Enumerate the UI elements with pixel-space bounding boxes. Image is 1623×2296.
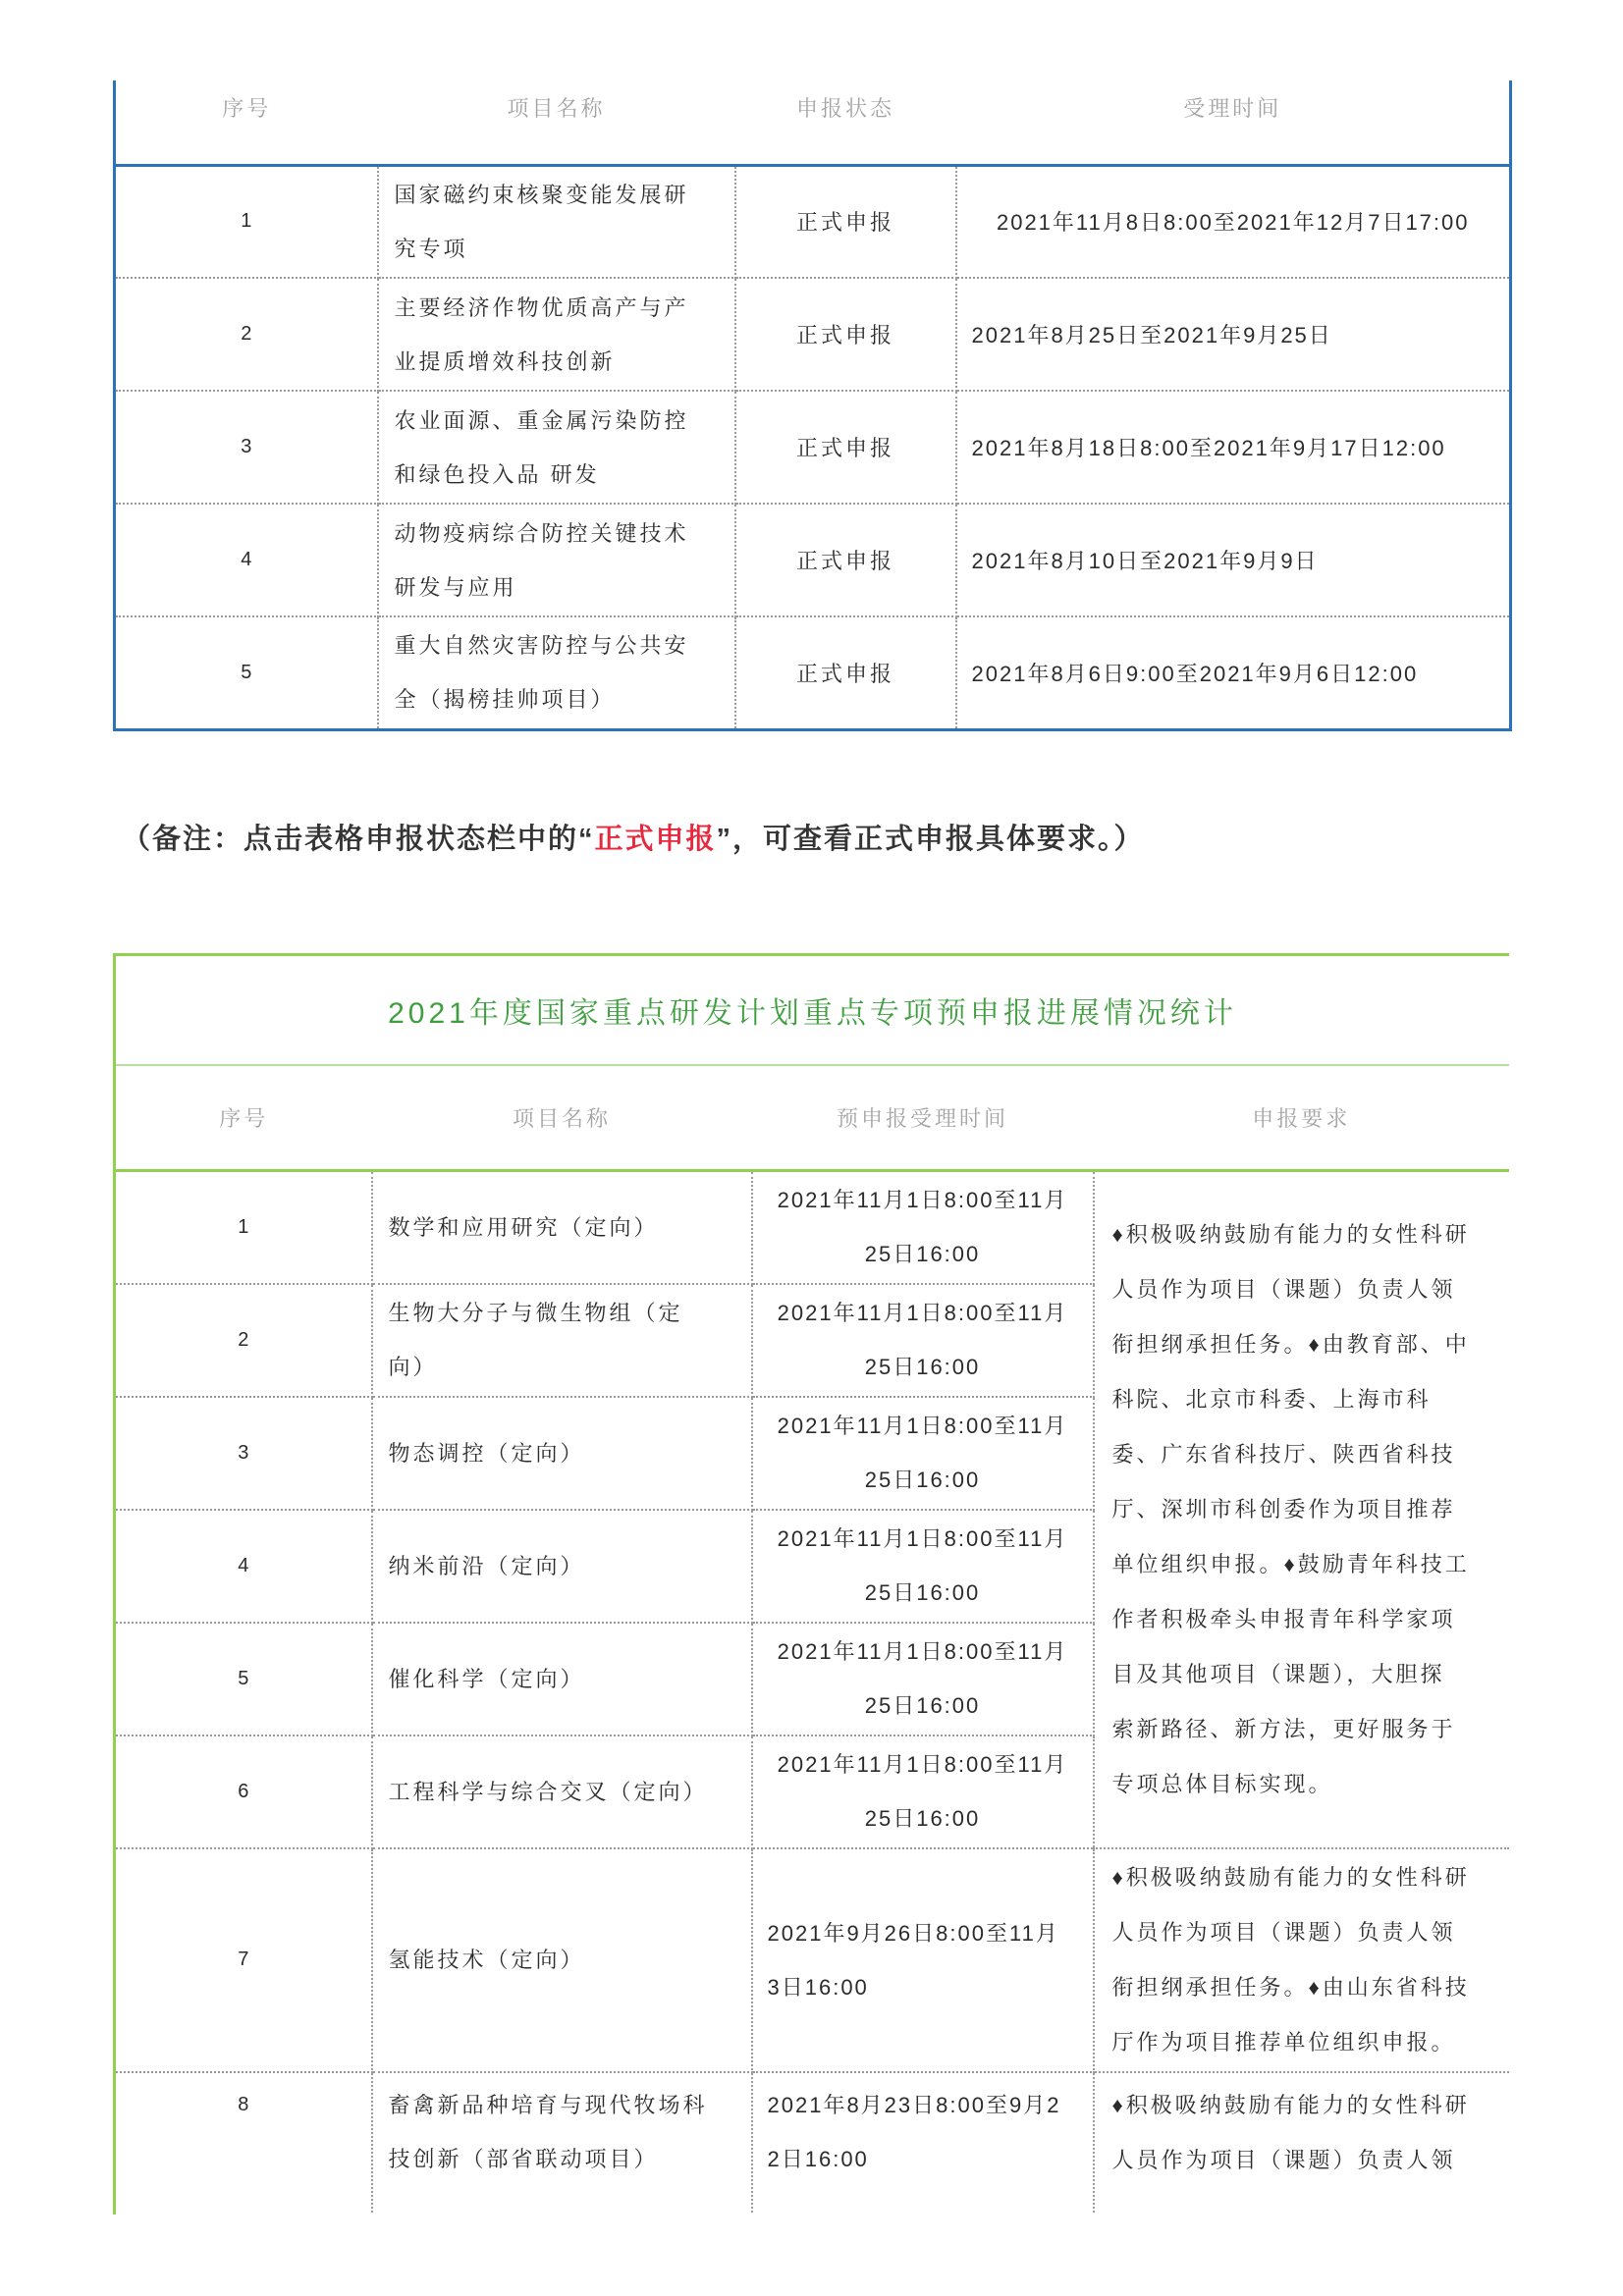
requirement-line: 厅作为项目推荐单位组织申报。 <box>1111 2029 1456 2055</box>
remark-text: （备注：点击表格申报状态栏中的“ <box>122 824 595 855</box>
col-header-project-name: 项目名称 <box>378 80 735 165</box>
project-name-line: 纳米前沿（定向） <box>388 1553 585 1578</box>
project-name <box>372 1397 752 1510</box>
status-link[interactable]: 正式申报 <box>735 278 956 391</box>
row-index: 3 <box>115 391 378 504</box>
project-name-line: 重大自然灾害防控与公共安 <box>394 633 689 659</box>
requirement-line: 目及其他项目（课题），大胆探 <box>1111 1661 1445 1686</box>
requirements <box>1094 1171 1510 1848</box>
time-line: 2021年11月1日8:00至11月 <box>777 1301 1068 1325</box>
status-link[interactable]: 正式申报 <box>735 391 956 504</box>
row-index: 4 <box>115 1510 372 1623</box>
pre-acceptance-time <box>752 1735 1094 1848</box>
acceptance-time: 2021年8月18日8:00至2021年9月17日12:00 <box>956 391 1511 504</box>
requirements <box>1094 1848 1510 2072</box>
time-line: 25日16:00 <box>864 1242 981 1267</box>
requirement-line: 作者积极牵头申报青年科学家项 <box>1111 1606 1456 1631</box>
project-name-line: 氢能技术（定向） <box>388 1948 585 1972</box>
pre-acceptance-time <box>752 1848 1094 2072</box>
row-index: 7 <box>115 1848 372 2072</box>
col-header-index: 序号 <box>115 80 378 165</box>
acceptance-time: 2021年8月10日至2021年9月9日 <box>956 504 1511 616</box>
requirement-line: ♦积极吸纳鼓励有能力的女性科研 <box>1111 1864 1470 1890</box>
project-name-line: 国家磁约束核聚变能发展研 <box>394 182 689 207</box>
row-index: 2 <box>115 1284 372 1397</box>
table-row <box>115 504 1511 616</box>
time-line: 25日16:00 <box>864 1806 981 1831</box>
time-line: 25日16:00 <box>864 1693 981 1718</box>
table-row <box>115 278 1511 391</box>
col-header-time: 受理时间 <box>956 80 1511 165</box>
project-name-line: 主要经济作物优质高产与产 <box>394 294 689 320</box>
table-title: 2021年度国家重点研发计划重点专项预申报进展情况统计 <box>115 955 1510 1065</box>
requirement-line: ♦积极吸纳鼓励有能力的女性科研 <box>1111 2092 1470 2117</box>
requirement-line: ♦积极吸纳鼓励有能力的女性科研 <box>1111 1221 1470 1247</box>
row-index: 5 <box>115 616 378 729</box>
project-name-line: 动物疫病综合防控关键技术 <box>394 520 689 546</box>
time-line: 2021年11月1日8:00至11月 <box>777 1188 1068 1213</box>
row-index: 3 <box>115 1397 372 1510</box>
pre-acceptance-time <box>752 1510 1094 1623</box>
table-row <box>115 1848 1510 2072</box>
project-name-line: 工程科学与综合交叉（定向） <box>388 1779 708 1804</box>
pre-acceptance-time <box>752 1171 1094 1284</box>
acceptance-time: 2021年8月25日至2021年9月25日 <box>956 278 1511 391</box>
pre-acceptance-time <box>752 1623 1094 1735</box>
project-name-line: 研发与应用 <box>394 574 517 600</box>
project-name-line: 向） <box>388 1355 438 1379</box>
project-name-line: 畜禽新品种培育与现代牧场科 <box>388 2092 708 2117</box>
project-name <box>378 391 735 504</box>
remark-note <box>122 820 1145 859</box>
remark-highlight: 正式申报 <box>594 824 717 855</box>
time-line: 2021年11月1日8:00至11月 <box>777 1752 1068 1777</box>
table-row <box>115 2072 1510 2216</box>
time-line: 2021年9月26日8:00至11月 <box>767 1920 1059 1946</box>
pre-acceptance-time <box>752 1284 1094 1397</box>
requirement-line: 索新路径、新方法，更好服务于 <box>1111 1716 1456 1741</box>
requirements <box>1094 2072 1510 2216</box>
row-index: 6 <box>115 1735 372 1848</box>
remark-text: ”，可查看正式申报具体要求。） <box>716 824 1145 855</box>
requirement-line: 科院、北京市科委、上海市科 <box>1111 1386 1432 1412</box>
project-name-line: 业提质增效科技创新 <box>394 348 616 374</box>
project-name-line: 农业面源、重金属污染防控 <box>394 407 689 433</box>
project-name-line: 究专项 <box>394 236 468 261</box>
project-name-line: 数学和应用研究（定向） <box>388 1214 659 1240</box>
project-name <box>372 1735 752 1848</box>
project-name <box>372 1284 752 1397</box>
table-row <box>115 165 1511 278</box>
project-name <box>372 1848 752 2072</box>
table-header-row <box>115 1065 1510 1171</box>
pre-registration-section <box>113 953 1509 2215</box>
project-name-line: 催化科学（定向） <box>388 1666 585 1691</box>
requirement-line: 人员作为项目（课题）负责人领 <box>1111 2147 1456 2172</box>
row-index: 4 <box>115 504 378 616</box>
col-header-project-name: 项目名称 <box>372 1065 752 1171</box>
requirement-line: 人员作为项目（课题）负责人领 <box>1111 1276 1456 1302</box>
pre-registration-table <box>113 953 1509 2215</box>
requirement-line: 衔担纲承担任务。♦由山东省科技 <box>1111 1974 1470 2000</box>
time-line: 2日16:00 <box>767 2146 869 2171</box>
status-link[interactable]: 正式申报 <box>735 165 956 278</box>
table-row <box>115 391 1511 504</box>
table-header-row <box>115 80 1511 165</box>
project-name <box>372 1623 752 1735</box>
pre-acceptance-time <box>752 2072 1094 2216</box>
table-title-row <box>115 955 1510 1065</box>
row-index: 5 <box>115 1623 372 1735</box>
project-name <box>378 616 735 729</box>
project-name <box>378 165 735 278</box>
project-name-line: 和绿色投入品 研发 <box>394 461 600 487</box>
project-name-line: 全（揭榜挂帅项目） <box>394 687 616 713</box>
status-link[interactable]: 正式申报 <box>735 616 956 729</box>
project-name-line: 生物大分子与微生物组（定 <box>388 1301 683 1325</box>
col-header-index: 序号 <box>115 1065 372 1171</box>
pre-acceptance-time <box>752 1397 1094 1510</box>
table-row <box>115 1171 1510 1284</box>
project-name <box>372 2072 752 2216</box>
project-name-line: 物态调控（定向） <box>388 1440 585 1466</box>
table-row <box>115 616 1511 729</box>
time-line: 25日16:00 <box>864 1468 981 1492</box>
project-name-line: 技创新（部省联动项目） <box>388 2146 659 2171</box>
requirement-line: 厅、深圳市科创委作为项目推荐 <box>1111 1496 1456 1522</box>
time-line: 2021年8月23日8:00至9月2 <box>767 2092 1061 2117</box>
row-index: 1 <box>115 1171 372 1284</box>
requirement-line: 单位组织申报。♦鼓励青年科技工 <box>1111 1551 1470 1576</box>
acceptance-time: 2021年11月8日8:00至2021年12月7日17:00 <box>956 165 1511 278</box>
requirement-line: 衔担纲承担任务。♦由教育部、中 <box>1111 1331 1470 1357</box>
col-header-pre-time: 预申报受理时间 <box>752 1065 1094 1171</box>
col-header-requirements: 申报要求 <box>1094 1065 1510 1171</box>
project-name <box>372 1171 752 1284</box>
requirement-line: 人员作为项目（课题）负责人领 <box>1111 1919 1456 1945</box>
requirement-line: 委、广东省科技厅、陕西省科技 <box>1111 1441 1456 1467</box>
time-line: 2021年11月1日8:00至11月 <box>777 1639 1068 1664</box>
time-line: 2021年11月1日8:00至11月 <box>777 1526 1068 1551</box>
time-line: 3日16:00 <box>767 1974 869 2000</box>
col-header-status: 申报状态 <box>735 80 956 165</box>
row-index: 1 <box>115 165 378 278</box>
row-index <box>115 2072 372 2216</box>
status-link[interactable]: 正式申报 <box>735 504 956 616</box>
time-line: 25日16:00 <box>864 1355 981 1379</box>
time-line: 25日16:00 <box>864 1580 981 1605</box>
project-name <box>372 1510 752 1623</box>
project-name <box>378 278 735 391</box>
acceptance-time: 2021年8月6日9:00至2021年9月6日12:00 <box>956 616 1511 729</box>
registration-table <box>113 80 1512 731</box>
row-index: 2 <box>115 278 378 391</box>
row-index-value: 8 <box>238 2093 249 2115</box>
time-line: 2021年11月1日8:00至11月 <box>777 1414 1068 1438</box>
project-name <box>378 504 735 616</box>
requirement-line: 专项总体目标实现。 <box>1111 1771 1333 1796</box>
